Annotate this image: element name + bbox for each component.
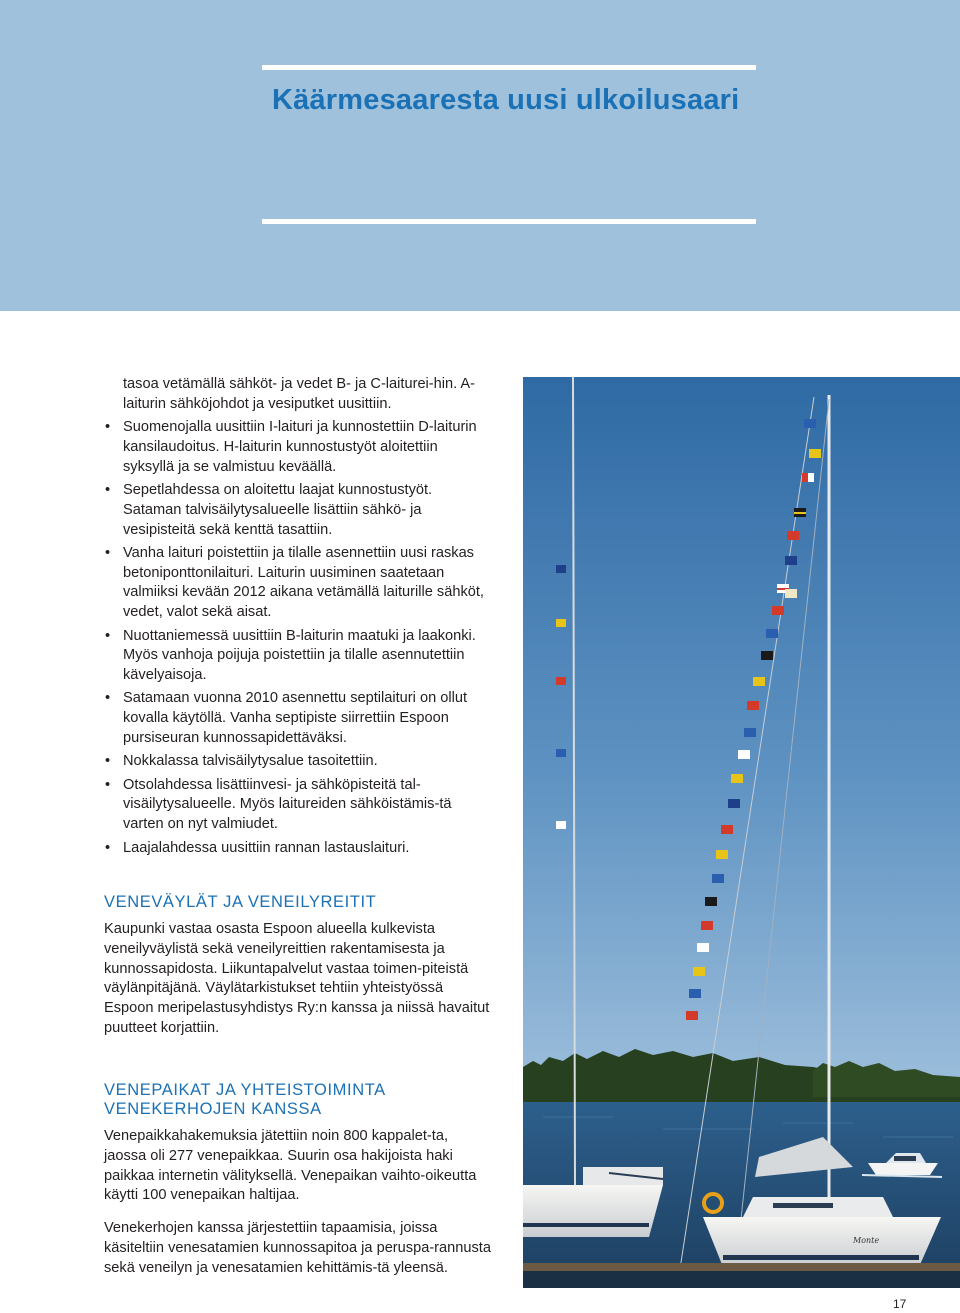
list-item: • Vanha laituri poistettiin ja tilalle asennettiin uusi raskas betoniponttonilaituri. Laiturin uusiminen saatetaan valmiiksi kevään 2012 aikana vetämällä laiturille sähköt, vedet, valot sekä aisat. <box>104 544 488 623</box>
list-item: • Laajalahdessa uusittiin rannan lastauslaituri. <box>104 839 488 859</box>
boat-name-label: Monte <box>853 1236 880 1245</box>
header-band <box>0 0 960 311</box>
list-continuation-text: tasoa vetämällä sähköt- ja vedet B- ja C-laiturei-hin. A-laiturin sähköjohdot ja vesiputket uusittiin. <box>123 376 476 412</box>
section-heading-berths-line1: VENEPAIKAT JA YHTEISTOIMINTA <box>104 1081 386 1099</box>
section-heading-berths <box>104 1081 494 1119</box>
list-item: • Satamaan vuonna 2010 asennettu septilaituri on ollut kovalla käytöllä. Vanha septipiste siirrettiin Espoon pursiseuran kunnossapidettäväksi. <box>104 689 488 748</box>
section-berths <box>104 1081 494 1279</box>
list-item: • Suomenojalla uusittiin I-laituri ja kunnostettiin D-laiturin kansilaudoitus. H-laiturin kunnostustyöt aloitettiin syksyllä ja se valmistuu keväällä. <box>104 418 488 477</box>
list-item: • Sepetlahdessa on aloitettu laajat kunnostustyöt. Sataman talvisäilytysalueelle lisättiin sähkö- ja vesipisteitä sekä kenttä tasattiin. <box>104 481 488 540</box>
header-top-rule <box>262 65 756 70</box>
header-bottom-rule <box>262 219 756 224</box>
page-number: 17 <box>893 1297 907 1311</box>
bullet-list <box>104 418 488 858</box>
section-heading-fairways: VENEVÄYLÄT JA VENEILYREITIT <box>104 893 377 911</box>
section-heading-berths-line2: VENEKERHOJEN KANSSA <box>104 1100 322 1118</box>
section-body-berths-2: Venekerhojen kanssa järjestettiin tapaamisia, joissa käsiteltiin venesatamien kunnossapitoa ja peruspa-rannusta sekä veneilyn ja venesatamien kehittämis-tä yleensä. <box>104 1220 491 1276</box>
page-title: Käärmesaaresta uusi ulkoilusaari <box>272 84 740 116</box>
list-item: • Nuottaniemessä uusittiin B-laiturin maatuki ja laakonki. Myös vanhoja poijuja poistettiin ja tilalle asennutettiin kävelyaisoja. <box>104 627 488 686</box>
marina-photo <box>523 377 960 1288</box>
list-item: • Nokkalassa talvisäilytysalue tasoitettiin. <box>104 752 488 772</box>
section-body-fairways: Kaupunki vastaa osasta Espoon alueella kulkevista veneilyväylistä sekä veneilyreittien rakentamisesta ja kunnossapidosta. Liikuntapalvelut vastaa toimen-piteistä väylänpitäjänä. Väylätarkistukset tehtiin yhteistyössä Espoon meripelastusyhdistys Ry:n kanssa ja niissä havaitut puutteet korjattiin. <box>104 921 490 1036</box>
section-fairways <box>104 893 494 1039</box>
section-body-berths-1: Venepaikkahakemuksia jätettiin noin 800 kappalet-ta, jaossa oli 277 venepaikkaa. Suurin osa hakijoista haki paikkaa internetin välityksellä. Venepaikan vaihto-oikeutta käytti 100 venepaikan haltijaa. <box>104 1128 477 1204</box>
sky <box>523 377 960 1097</box>
list-item: • Otsolahdessa lisättiinvesi- ja sähköpisteitä tal-visäilytysalueelle. Myös laitureiden sähköistämis-tä varten on nyt valmiudet. <box>104 776 488 835</box>
maintenance-list <box>104 375 488 858</box>
pier <box>523 1263 960 1288</box>
